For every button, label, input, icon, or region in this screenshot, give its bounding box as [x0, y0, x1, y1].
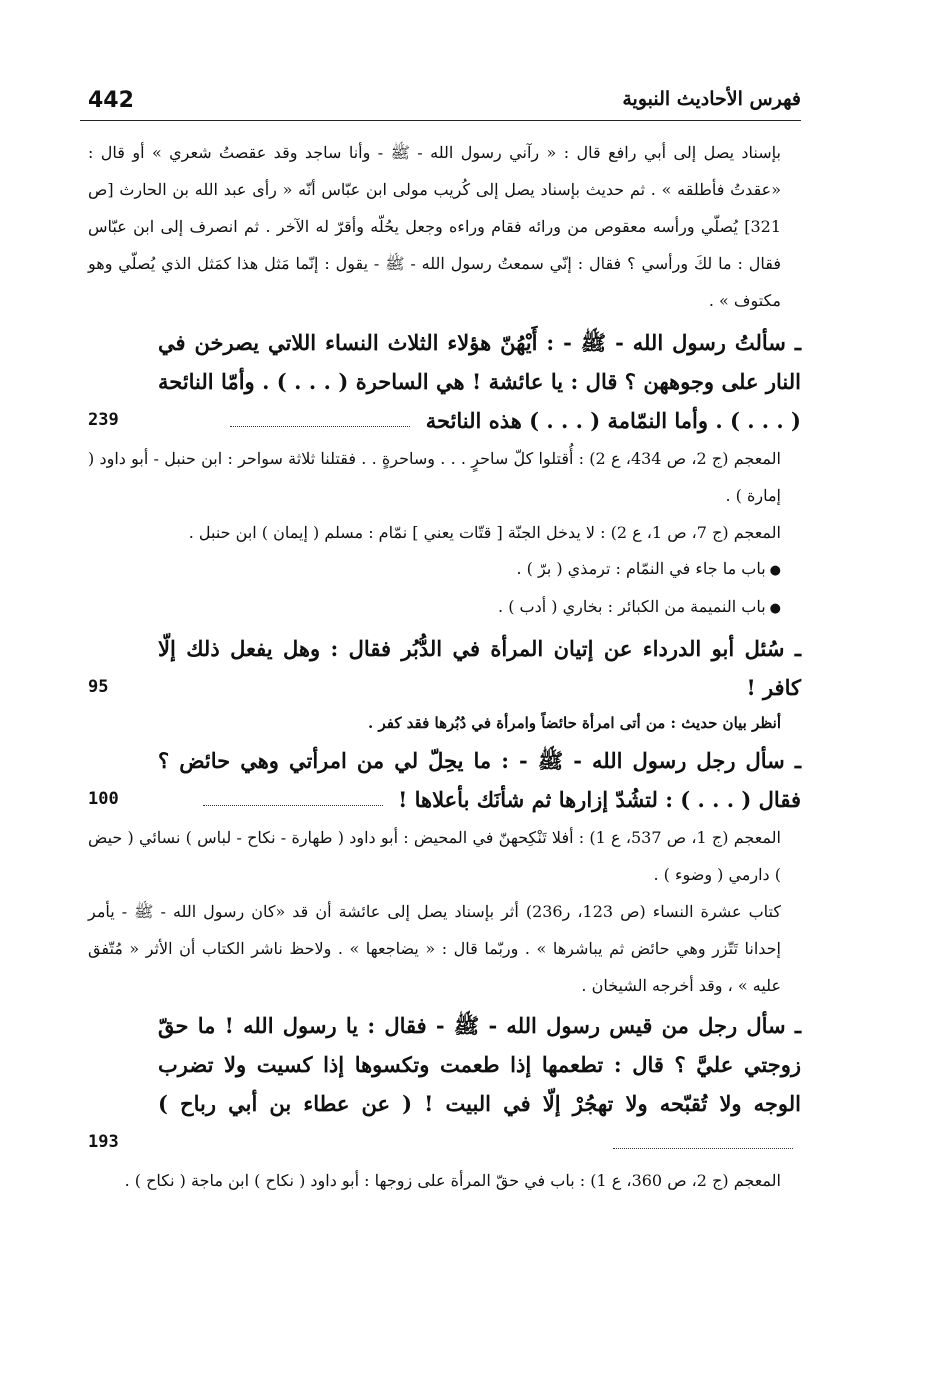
page-number: 442	[88, 88, 134, 113]
hadith-number: 100	[88, 789, 119, 809]
hadith-entry	[88, 629, 801, 739]
hadith-text: ـ سألتُ رسول الله - ﷺ - : أَيْهُنّ هؤلاء الثلاث النساء اللاتي يصرخن في النار على وجوههن ؟ قال : يا عائشة ! هي الساحرة ( . . . ) . وأمّا النائحة ( . . . ) . وأما النمّامة ( . . . ) هذه النائحة 239	[88, 323, 801, 440]
hadith-entry	[88, 1006, 801, 1199]
hadith-entry	[88, 323, 801, 627]
running-title: فهرس الأحاديث النبوية	[622, 88, 801, 110]
hadith-text: ـ سُئل أبو الدرداء عن إتيان المرأة في الدُّبُر فقال : وهل يفعل ذلك إلّا كافر ! 95	[88, 629, 801, 707]
bullet-icon: ●	[769, 601, 781, 616]
page-header	[80, 86, 801, 121]
bullet-icon: ●	[769, 563, 781, 578]
reference-line: المعجم (ج 2، ص 434، ع 2) : أُقتلوا كلّ ساحرٍ . . . وساحرةٍ . . فقتلنا ثلاثة سواحر : ابن حنبل - أبو داود ( إمارة ) .	[88, 449, 781, 505]
reference-line: كتاب عشرة النساء (ص 123، ر236) أثر بإسناد يصل إلى عائشة أن قد «كان رسول الله - ﷺ - يأمر إحدانا تَتّزر وهي حائض ثم يباشرها » . وربّما قال : « يضاجعها » . ولاحظ ناشر الكتاب أن الأثر « مُتّفق عليه » ، وقد أخرجه الشيخان .	[88, 902, 781, 995]
hadith-text: ـ سأل رجل من قيس رسول الله - ﷺ - فقال : يا رسول الله ! ما حقّ زوجتي عليَّ ؟ قال : تطعمها إذا طعمت وتكسوها إذا كسيت ولا تضرب الوجه ولا تُقبّحه ولا تهجُرْ إلّا في البيت ! ( عن عطاء بن أبي رباح ) 193	[88, 1006, 801, 1162]
leader-dots	[613, 1140, 793, 1149]
page-content	[88, 134, 801, 1199]
note-line: أنظر بيان حديث : من أتى امرأة حائضاً وامرأة في دُبُرها فقد كفر .	[368, 714, 781, 732]
leader-dots	[203, 797, 383, 806]
leader-dots	[230, 418, 410, 427]
reference-line: المعجم (ج 1، ص 537، ع 1) : أفلا تَنْكِحهنّ في المحيض : أبو داود ( طهارة - نكاح - لباس ) نسائي ( حيض ) دارمي ( وضوء ) .	[88, 828, 781, 884]
hadith-entry	[88, 741, 801, 1004]
hadith-number: 95	[88, 677, 109, 697]
intro-paragraph: بإسناد يصل إلى أبي رافع قال : « رآني رسول الله - ﷺ - وأنا ساجد وقد عقصتُ شعري » أو قال : «عقدتُ فأطلقه » . ثم حديث بإسناد يصل إلى كُريب مولى ابن عبّاس أنّه « رأى عبد الله بن الحارث [ص 321] يُصلّي ورأسه معقوص من ورائه فقام وراءه وجعل يحُلّه وأقرّ له الآخر . ثم انصرف إلى ابن عبّاس فقال : ما لكَ ورأسي ؟ فقال : إنّي سمعتُ رسول الله - ﷺ - يقول : إنّما مَثل هذا كمَثل الذي يُصلّي وهو مكتوف » .	[88, 143, 782, 310]
bullet-item: ●باب النميمة من الكبائر : بخاري ( أدب ) .	[498, 597, 781, 616]
hadith-text: ـ سأل رجل رسول الله - ﷺ - : ما يحِلّ لي من امرأتي وهي حائض ؟ فقال ( . . . ) : لتشُدّ إزارها ثم شأنَك بأعلاها ! 100	[88, 741, 801, 819]
reference-line: المعجم (ج 2، ص 360، ع 1) : باب في حقّ المرأة على زوجها : أبو داود ( نكاح ) ابن ماجة ( نكاح ) .	[124, 1171, 781, 1190]
hadith-number: 239	[88, 410, 119, 430]
bullet-item: ●باب ما جاء في النمّام : ترمذي ( برّ ) .	[516, 559, 781, 578]
hadith-number: 193	[88, 1132, 119, 1152]
reference-line: المعجم (ج 7، ص 1، ع 2) : لا يدخل الجنّة [ قتّات يعني ] نمّام : مسلم ( إيمان ) ابن حنبل .	[188, 523, 781, 542]
